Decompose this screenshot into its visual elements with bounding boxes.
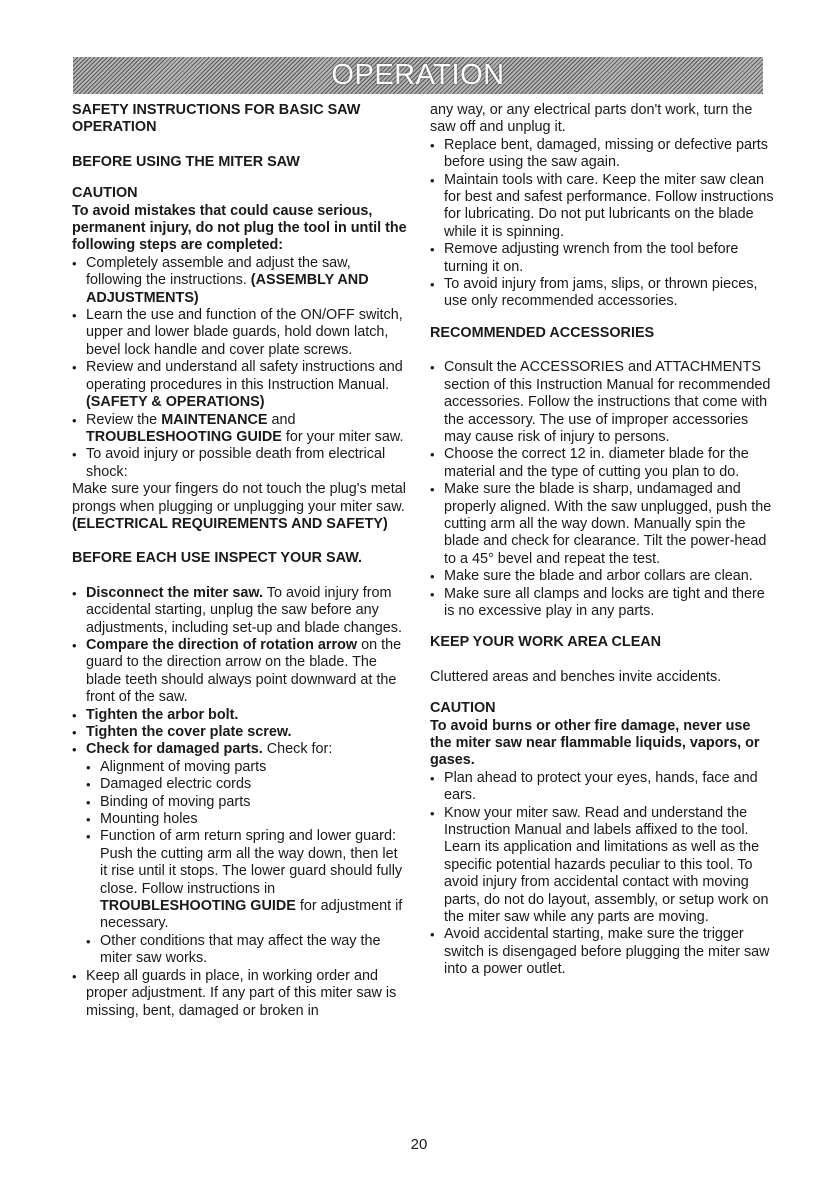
heading-keep-work-area-clean: KEEP YOUR WORK AREA CLEAN [430, 634, 662, 651]
list-item: • To avoid injury from jams, slips, or thrown pieces, use only recommended accessories. [430, 276, 775, 311]
caution-text: To avoid mistakes that could cause serious, permanent injury, do not plug the tool in until the following steps are completed: [72, 202, 407, 254]
list-item: • Completely assemble and adjust the saw, following the instructions. (ASSEMBLY AND ADJUSTMENTS) [72, 255, 407, 307]
right-column [430, 102, 775, 979]
list-item: • Maintain tools with care. Keep the miter saw clean for best and safest performance. Follow instructions for lubricating. Do not put lubricants on the blade while it is spinning. [430, 172, 775, 242]
page-number: 20 [410, 1136, 428, 1153]
list-item: • Keep all guards in place, in working order and proper adjustment. If any part of this miter saw is missing, bent, damaged or broken in [72, 968, 407, 1020]
list-item: • To avoid injury or possible death from electrical shock: [72, 446, 407, 481]
list-item: • Tighten the cover plate screw. [72, 724, 407, 741]
list-item: • Disconnect the miter saw. To avoid injury from accidental starting, unplug the saw before any adjustments, including set-up and blade changes. [72, 585, 407, 637]
list-item: • Replace bent, damaged, missing or defective parts before using the saw again. [430, 137, 775, 172]
section-title: OPERATION [331, 59, 505, 91]
heading-recommended-accessories: RECOMMENDED ACCESSORIES [430, 324, 655, 341]
list-item: • Review and understand all safety instructions and operating procedures in this Instruction Manual. (SAFETY & OPERATIONS) [72, 359, 407, 411]
caution-text: To avoid burns or other fire damage, never use the miter saw near flammable liquids, vapors, or gases. [430, 717, 760, 769]
list-item: • Know your miter saw. Read and understand the Instruction Manual and labels affixed to the tool. Learn its application and limitations as well as the specific potential hazards peculiar to this tool. To avoid injury from accidental contact with moving parts, do not do layout, assembly, or setup work on the miter saw while any parts are moving. [430, 805, 775, 927]
paragraph: Cluttered areas and benches invite accidents. [430, 668, 722, 685]
caution-label: CAUTION [430, 700, 496, 717]
sub-list-item: • Damaged electric cords [86, 776, 407, 793]
list-item: • Make sure the blade is sharp, undamaged and properly aligned. With the saw unplugged, push the cutting arm all the way down. Manually spin the blade and check for clearance. Tilt the power-head to a 45° bevel and repeat the test. [430, 481, 775, 568]
sub-list-item: • Function of arm return spring and lower guard: Push the cutting arm all the way down, then let it rise until it stops. The lower guard should fully close. Follow instructions in TROUBLESHOOTING GUIDE for adjustment if necessary. [86, 828, 407, 932]
list-item: • Consult the ACCESSORIES and ATTACHMENTS section of this Instruction Manual for recommended accessories. Follow the instructions that come with the accessory. The use of improper accessories may cause risk of injury to persons. [430, 359, 775, 446]
list-item: • Remove adjusting wrench from the tool before turning it on. [430, 241, 775, 276]
list-item: • Make sure the blade and arbor collars are clean. [430, 568, 775, 585]
left-column [72, 102, 407, 1020]
sub-list [86, 759, 407, 968]
list-item: • Make sure all clamps and locks are tight and there is no excessive play in any parts. [430, 586, 775, 621]
sub-list-item: • Binding of moving parts [86, 794, 407, 811]
list-item-continuation: Make sure your fingers do not touch the plug's metal prongs when plugging or unplugging your miter saw. (ELECTRICAL REQUIREMENTS AND SAFETY) [72, 481, 406, 532]
list-item: • Choose the correct 12 in. diameter blade for the material and the type of cutting you plan to do. [430, 446, 775, 481]
list-item: • Compare the direction of rotation arrow on the guard to the direction arrow on the blade. The blade teeth should always point downward at the front of the saw. [72, 637, 407, 707]
sub-list-item: • Mounting holes [86, 811, 407, 828]
list-item-continuation: any way, or any electrical parts don't work, turn the saw off and unplug it. [430, 102, 753, 136]
heading-inspect-saw: BEFORE EACH USE INSPECT YOUR SAW. [72, 550, 362, 567]
list-item: • Check for damaged parts. Check for: [72, 741, 407, 758]
heading-safety-instructions: SAFETY INSTRUCTIONS FOR BASIC SAW OPERATION [72, 102, 361, 136]
sub-list-item: • Other conditions that may affect the way the miter saw works. [86, 933, 407, 968]
caution-label: CAUTION [72, 185, 138, 202]
list-item: • Plan ahead to protect your eyes, hands, face and ears. [430, 770, 775, 805]
sub-list-item: • Alignment of moving parts [86, 759, 407, 776]
section-banner [73, 57, 763, 94]
heading-before-using: BEFORE USING THE MITER SAW [72, 153, 300, 170]
list-item: • Avoid accidental starting, make sure the trigger switch is disengaged before plugging the miter saw into a power outlet. [430, 926, 775, 978]
list-item: • Learn the use and function of the ON/OFF switch, upper and lower blade guards, hold down latch, bevel lock handle and cover plate screws. [72, 307, 407, 359]
list-item: • Tighten the arbor bolt. [72, 707, 407, 724]
list-item: • Review the MAINTENANCE and TROUBLESHOOTING GUIDE for your miter saw. [72, 412, 407, 447]
